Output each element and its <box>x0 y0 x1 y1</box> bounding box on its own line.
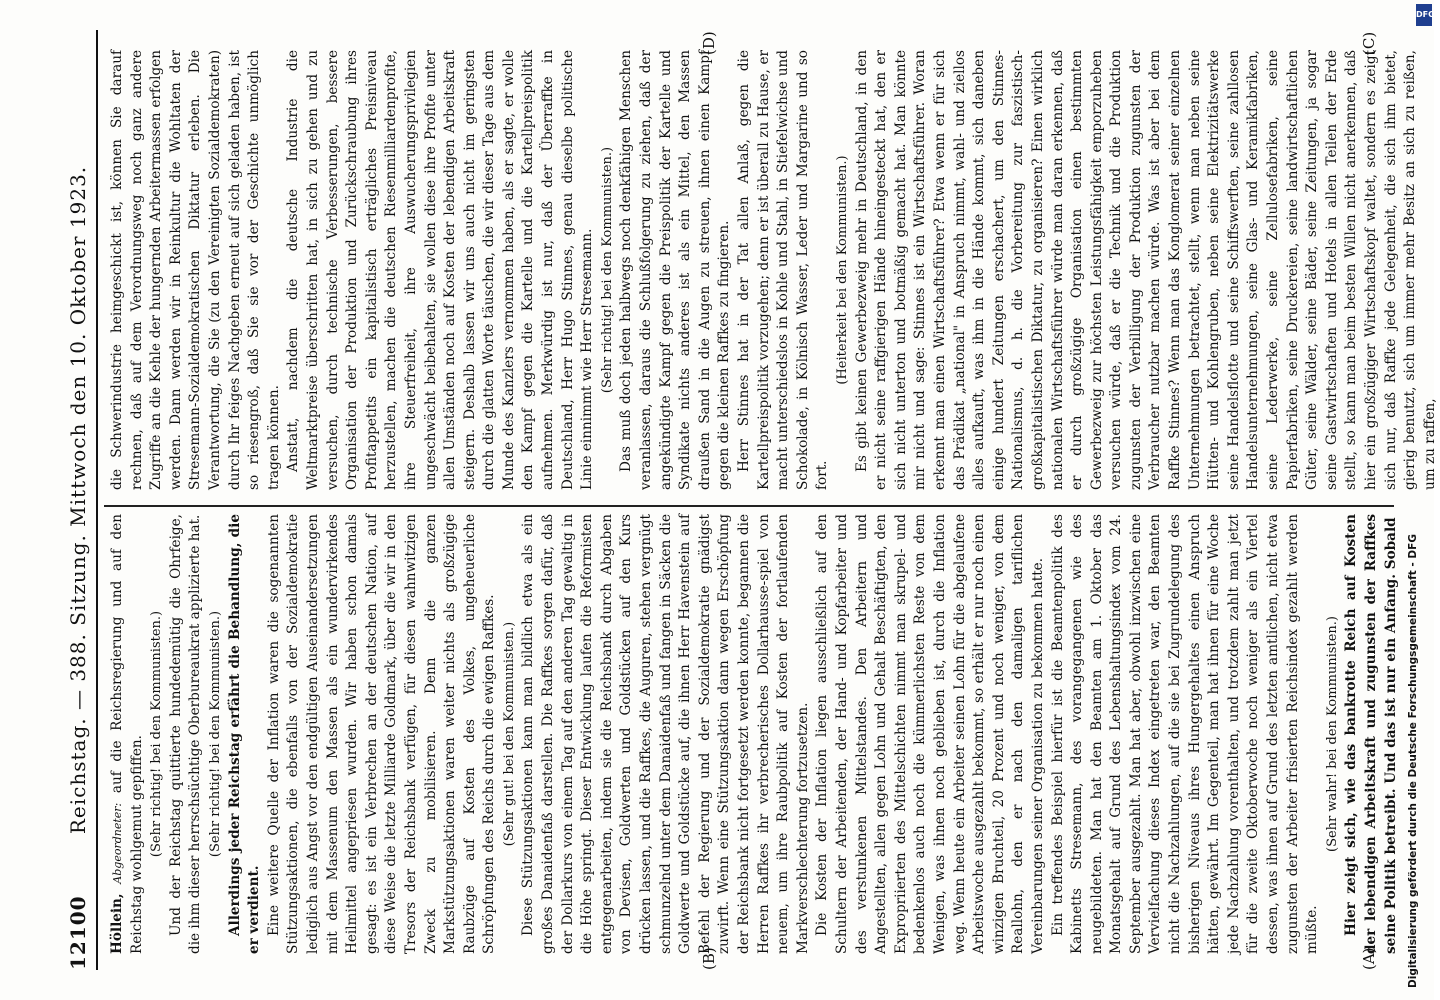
paragraph: Diese Stützungsaktionen kann man bildlich etwa als ein großes Danaidenfaß darstellen. Die Raffkes sorgen dafür, daß der Dollarkurs von einem Tag auf den anderen Tag gewaltig in die Höhe springt. Dieser Entwicklung laufen die Reformisten entgegenarbeiten, indem sie die Reichsbank durch Abgaben von Devisen, Goldwerten und Goldstücken auf den Kurs drücken lassen, und die Raffkes, die Auguren, stehen vergnügt schmunzelnd unter dem Danaidenfaß und fangen in Säcken die Goldwerte und Goldstücke auf, die ihnen Herr Havenstein auf Befehl der Regierung und der Sozialdemokratie gnädigst zuwirft. Wenn eine Stützungsaktion dann wegen Erschöpfung der Reichsbank nicht fortgesetzt werden konnte, begannen die Herren Raffkes ihr verbrecherisches Dollarhausse-spiel von neuem, um ihre Raubpolitik auf Kosten der fortlaufenden Markverschlechterung fortzusetzen. <box>520 514 811 954</box>
dfg-logo-icon: DFG <box>1416 4 1432 26</box>
paragraph: Die Kosten der Inflation liegen ausschließlich auf den Schultern der Arbeitenden, der Hand- und Kopfarbeiter und des verstunkenen Mittelstandes. Den Arbeitern und Angestellten, allen gegen Lohn und Gehalt Beschäftigten, den Expropriierten des Mittelschichten nimmt man skrupel- und bedenkenlos auch noch die kümmerlichsten Reste von dem Wenigen, was ihnen noch geblieben ist, durch die Inflation weg. Wenn heute ein Arbeiter seinen Lohn für die abgelaufene Arbeitswoche ausgezahlt bekommt, so erhält er nur noch einen winzigen Bruchteil, 20 Prozent und noch weniger, von dem Reallohn, den er nach den damaligen tariflichen Vereinbarungen seiner Organisation zu bekommen hatte. <box>814 514 1046 954</box>
paragraph: Herr Stinnes hat in der Tat allen Anlaß, gegen die Kartellpreispolitik vorzugehen; denn er ist überall zu Hause, er macht unterschiedslos in Kohle und Stahl, in Stiefelwichse und Schokolade, in Kölnisch Wasser, Leder und Margarine und so fort. <box>736 50 831 490</box>
marker-c: (C) <box>1360 31 1378 55</box>
digitization-note <box>1407 28 1429 988</box>
marker-d: (D) <box>700 31 718 55</box>
speaker-name: Höllein, <box>109 893 125 954</box>
column-divider <box>104 505 1394 507</box>
speaker-role: Abgeordneter: <box>111 802 124 884</box>
marker-a: (A) <box>1360 947 1378 970</box>
interjection: (Sehr richtig! bei den Kommunisten.) <box>149 610 165 858</box>
right-column <box>108 50 1438 490</box>
paragraph: Allerdings jeder Reichstag erfährt die Behandlung, die er verdient. <box>226 514 263 954</box>
paragraph: Anstatt, nachdem die deutsche Industrie die Weltmarktpreise überschritten hat, in sich zu gehen und zu versuchen, durch technische Verbesserungen, bessere Organisation der Produktion und Zurückschraubung ihres Profitappetits ein kapitalistisch erträgliches Preisniveau herzustellen, machen die deutschen Riesenmilliardenprofite, ihre Steuerfreiheit, ihre Auswucherungsprivilegien ungeschwächt beibehalten, sie wollen diese ihre Profite unter allen Umständen noch auf Kosten der lebendigen Arbeitskraft steigern. Deshalb lassen wir uns auch nicht im geringsten durch die glatten Worte täuschen, die wir dieser Tage aus dem Munde des Kanzlers vernommen haben, als er sagte, er wolle den Kampf gegen die Kartelle und die Kartellpreispolitik aufnehmen. Merkwürdig ist nur, daß der Überraffke in Deutschland, Herr Hugo Stinnes, genau dieselbe politische Linie einnimmt wie Herr Stresemann. <box>285 50 596 490</box>
paragraph: Eine weitere Quelle der Inflation waren die sogenannten Stützungsaktionen, die ebenfalls von der Sozialdemokratie lediglich aus Angst vor den endgültigen Auseinandersetzungen mit dem Massenum den Massen als ein wundervirkendes Heilmittel angepriesen wurden. Wir haben schon damals gesagt: es ist ein Verbrechen an der deutschen Nation, auf diese Weise die letzte Milliarde Goldmark, über die wir in den Tresors der Reichsbank verfügen, für diesen wahnwitzigen Zweck zu mobilisieren. Denn die ganzen Markstützungsaktionen waren weiter nichts als großzügige Raubzüge auf Kosten des Volkes, ungeheuerliche Schröpfungen des Reichs durch die ewigen Raffkes. <box>265 514 498 954</box>
paragraph: Das muß doch jeden halbwegs noch denkfähigen Menschen veranlassen, daraus die Schlußfolgerung zu ziehen, daß der angekündigte Kampf gegen die Preispolitik der Kartelle und Syndikate nichts anderes ist als ein Mittel, den Massen draußen Sand in die Augen zu streuen, ihnen einen Kampf gegen die kleinen Raffkes zu fingieren. <box>618 50 733 490</box>
paragraph: Ein treffendes Beispiel hierfür ist die Beamtenpolitik des Kabinetts Stresemann, des vorangegangenen wie des neugebildeten. Man hat den Beamten am 1. Oktober das Monatsgehalt auf Grund des Lebenshaltungsindex vom 24. September ausgezahlt. Man hat aber, obwohl inzwischen eine Vervielfachung dieses Index eingetreten war, den Beamten nicht die Nachzahlungen, auf die sie bei Zugrundelegung des bisherigen Niveaus ihres Hungergehaltes einen Anspruch hätten, gewährt. Im Gegenteil, man hat ihnen für eine Woche jede Nachzahlung vorenthalten, und trotzdem zahlt man jetzt für die zweite Oktoberwoche noch weniger als ein Viertel dessen, was ihnen auf Grund des letzten amtlichen, nicht etwa zugunsten der Arbeiter frisierten Reichsindex gezahlt werden müßte. <box>1049 514 1321 954</box>
digitization-note-text: Digitalisierung gefördert durch die Deutsche Forschungsgemeinschaft - DFG <box>1407 534 1419 988</box>
page-title: Reichstag. — 388. Sitzung. Mittwoch den 10. Oktober 1923. <box>66 165 90 835</box>
paragraph: Hier zeigt sich, wie das bankrotte Reich auf Kosten der lebendigen Arbeitskraft und zugunsten der Raffkes seine Politik betreibt. Und das ist nur ein Anfang. Sobald <box>1343 514 1399 954</box>
marker-b: (B) <box>700 947 718 970</box>
page-number: 12100 <box>66 895 90 970</box>
interjection: (Sehr gut! bei den Kommunisten.) <box>501 621 517 847</box>
page-header <box>60 30 98 970</box>
interjection: (Sehr richtig! bei den Kommunisten.) <box>207 610 223 858</box>
paragraph: Und der Reichstag quittierte hundedemütig die Ohrfeige, die ihm dieser herrschsüchtige Oberbureaukrat applizierte hat. <box>167 514 204 954</box>
interjection: (Sehr wahr! bei den Kommunisten.) <box>1324 616 1340 852</box>
left-column <box>108 514 1399 954</box>
paragraph: Es gibt keinen Gewerbezweig mehr in Deutschland, in den er nicht seine raffgierigen Hände hineingesteckt hat, den er sich nicht unterton und botmäßig gemacht hat. Man könnte mir nicht und sage: Stinnes ist ein Wirtschaftsführer. Woran erkennt man einen Wirtschaftsführer? Etwa wenn er für sich das Prädikat „national" in Anspruch nimmt, wahl- und ziellos alles aufkauft, was ihm in die Hände kommt, sich daneben einige hundert Zeitungen erschachert, um den Stinnes-Nationalismus, d. h. die Vorbereitung zur faszistisch-großkapitalistischen Diktatur, zu organisieren? Einen wirklich nationalen Wirtschaftsführer würde man daran erkennen, daß er durch großzügige Organisation einen bestimmten Gewerbezweig zur höchsten Leistungsfähigkeit emporzuheben versuchen würde, daß er die Technik und die Produktion zugunsten der Verbilligung der Produktion zugunsten der Verbraucher nutzbar machen würde. Was ist aber bei dem Raffke Stinnes? Wenn man das Konglomerat seiner einzelnen Unternehmungen betrachtet, stellt, wenn man neben seine Hütten- und Kohlengruben, neben seine Elektrizitätswerke seine Handelsflotte und seine Schiffswerften, seine zahllosen Handelsunternehmungen, seine Glas- und Keramikfabriken, seine Lederwerke, seine Zellulosefabriken, seine Papierfabriken, seine Druckereien, seine landwirtschaftlichen Güter, seine Wälder, seine Bäder, seine Zeitungen, ja sogar seine Gastwirtschaften und Hotels in allen Teilen der Erde stellt, so kann man beim besten Willen nicht anerkennen, daß hier ein großzügiger Wirtschaftskopf waltet, sondern es zeigt sich nur, daß Raffke jede Gelegenheit, die sich ihm bietet, gierig benutzt, sich um immer mehr Besitz an sich zu reißen, um zu raffen, <box>853 50 1438 490</box>
opening-text: auf die Reichsregierung und auf den Reichstag wohlgemut gepfiffen. <box>109 514 145 954</box>
header-rule <box>96 30 98 970</box>
speaker-line <box>108 514 147 954</box>
interjection: (Sehr richtig! bei den Kommunisten.) <box>599 146 615 394</box>
interjection: (Heiterkeit bei den Kommunisten.) <box>834 155 850 385</box>
paragraph: die Schwerindustrie heimgeschickt ist, können Sie darauf rechnen, daß auf dem Verordnungsweg noch ganz andere Zugriffe an die Kehle der hungernden Arbeitermassen erfolgen werden. Dann werden wir in Reinkultur die Wohltaten der Stresemann-Sozialdemokratischen Diktatur erleben. Die Verantwortung, die Sie (zu den Vereinigten Sozialdemokraten) durch Ihr feiges Nachgeben erneut auf sich geladen haben, ist so riesengroß, daß Sie sie vor der Geschichte unmöglich tragen können. <box>109 50 282 490</box>
